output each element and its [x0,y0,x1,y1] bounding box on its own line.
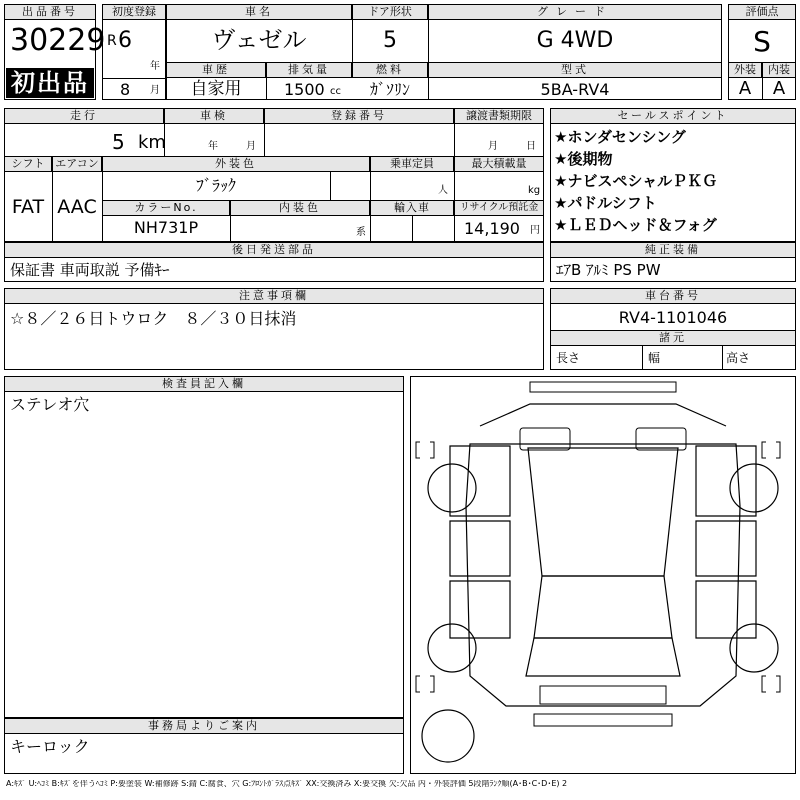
history-label: 車歴 [166,62,266,78]
capacity-unit: 人 [438,185,448,196]
capacity-label: 乗車定員 [370,156,454,172]
dimensions-label: 諸元 [550,330,796,346]
sales-point-item: ★ホンダセンシング [554,128,686,146]
shift-value: FAT [11,196,45,218]
door-type-label: ドア形状 [352,4,428,20]
mileage-label: 走行 [4,108,164,124]
month-unit: 月 [150,85,160,96]
sales-point-item: ★後期物 [554,150,613,168]
grade-label: グレード [428,4,722,20]
inspector-label: 検査員記入欄 [4,376,404,392]
ext-color-label: 外装色 [102,156,370,172]
max-load-unit: kg [528,185,541,196]
notes-label: 注意事項欄 [4,288,544,304]
exterior-grade-value: A [738,78,752,99]
inspector-note: ステレオ穴 [10,395,90,414]
shift-label: シフト [4,156,52,172]
ext-color-value: ﾌﾞﾗｯｸ [195,176,236,195]
legend-text: A:ｷｽﾞ U:ﾍｺﾐ B:ｷｽﾞを伴うﾍｺﾐ P:要塗装 W:補修跡 S:錆 C:腐食、穴 G:ﾌﾛﾝﾄｶﾞﾗｽ点ｷｽﾞ XX:交換済み X:要交換 欠:欠品 内・外装評価 5段階ﾗﾝｸ順(A･B･C･D･E) 2 [6,780,568,788]
sales-point-item: ★パドルシフト [554,194,657,212]
mileage-value: 5 [112,130,125,154]
model-code-value: 5BA-RV4 [540,80,610,99]
displacement-label: 排気量 [266,62,352,78]
model-code-label: 型式 [428,62,722,78]
displacement-value: 1500 [284,80,325,99]
sales-point-item: ★ＬＥＤヘッド＆フォグ [554,216,717,234]
aircon-label: エアコン [52,156,102,172]
lot-number-value: 30229 [10,23,106,58]
fuel-label: 燃料 [352,62,428,78]
import-label: 輸入車 [370,200,454,216]
deadline-day-unit-visible: 日 [526,141,536,152]
score-label: 評価点 [728,4,796,20]
recycle-value: 14,190 [464,219,520,238]
history-value: 自家用 [190,79,242,99]
aircon-value: AAC [57,196,97,218]
year-value: 6 [118,28,132,53]
transfer-deadline-label: 譲渡書類期限 [454,108,544,124]
month-value: 8 [120,80,131,99]
inspector-block [4,376,404,718]
exterior-grade-label: 外装 [728,62,762,78]
office-label: 事務局よりご案内 [4,718,404,734]
color-no-label: カラーNo. [102,200,230,216]
car-body-diagram [410,376,796,774]
car-name-value: ヴェゼル [211,26,307,54]
recycle-unit: 円 [530,225,540,236]
sales-point-item: ★ナビスペシャルＰＫＧ [554,172,718,190]
width-label: 幅 [648,351,661,365]
genuine-equipment-label: 純正装備 [550,242,796,258]
displacement-unit: cc [330,86,341,97]
int-color-label: 内装色 [230,200,370,216]
car-name-label: 車名 [166,4,352,20]
recycle-label: リサイクル預託金 [454,200,544,216]
chassis-no-label: 車台番号 [550,288,796,304]
score-value: S [753,25,771,58]
inspection-month-unit: 月 [246,141,256,152]
first-listing-badge: 初出品 [6,68,94,98]
length-label: 長さ [556,351,581,365]
year-unit: 年 [150,61,160,72]
reg-no-label: 登録番号 [264,108,454,124]
later-parts-label: 後日発送部品 [4,242,544,258]
vehicle-detail-block [4,108,544,242]
int-color-unit: 系 [356,227,366,238]
sales-points-label: セールスポイント [550,108,796,124]
color-no-value: NH731P [133,218,199,237]
height-label: 高さ [726,351,751,365]
inspection-year-unit: 年 [208,141,218,152]
grade-value: G 4WD [536,28,614,53]
door-value: 5 [383,28,397,53]
chassis-no-value: RV4-1101046 [618,308,728,327]
inspection-label: 車検 [164,108,264,124]
fuel-value: ｶﾞｿﾘﾝ [369,80,410,99]
genuine-equipment-value: ｴｱB ｱﾙﾐ PS PW [556,261,661,279]
mileage-unit: km [138,132,166,153]
max-load-label: 最大積載量 [454,156,544,172]
office-note: キーロック [10,737,90,756]
first-registration-label: 初度登録 [102,4,166,20]
interior-grade-value: A [772,78,786,99]
deadline-month-unit: 月 [488,141,498,152]
later-parts-value: 保証書 車両取説 予備ｷｰ [10,261,170,279]
lot-number-label: 出品番号 [4,4,96,20]
interior-grade-label: 内装 [762,62,796,78]
notes-value: ☆８／２６日トウロク ８／３０日抹消 [10,309,297,328]
era-value: R [107,33,117,49]
